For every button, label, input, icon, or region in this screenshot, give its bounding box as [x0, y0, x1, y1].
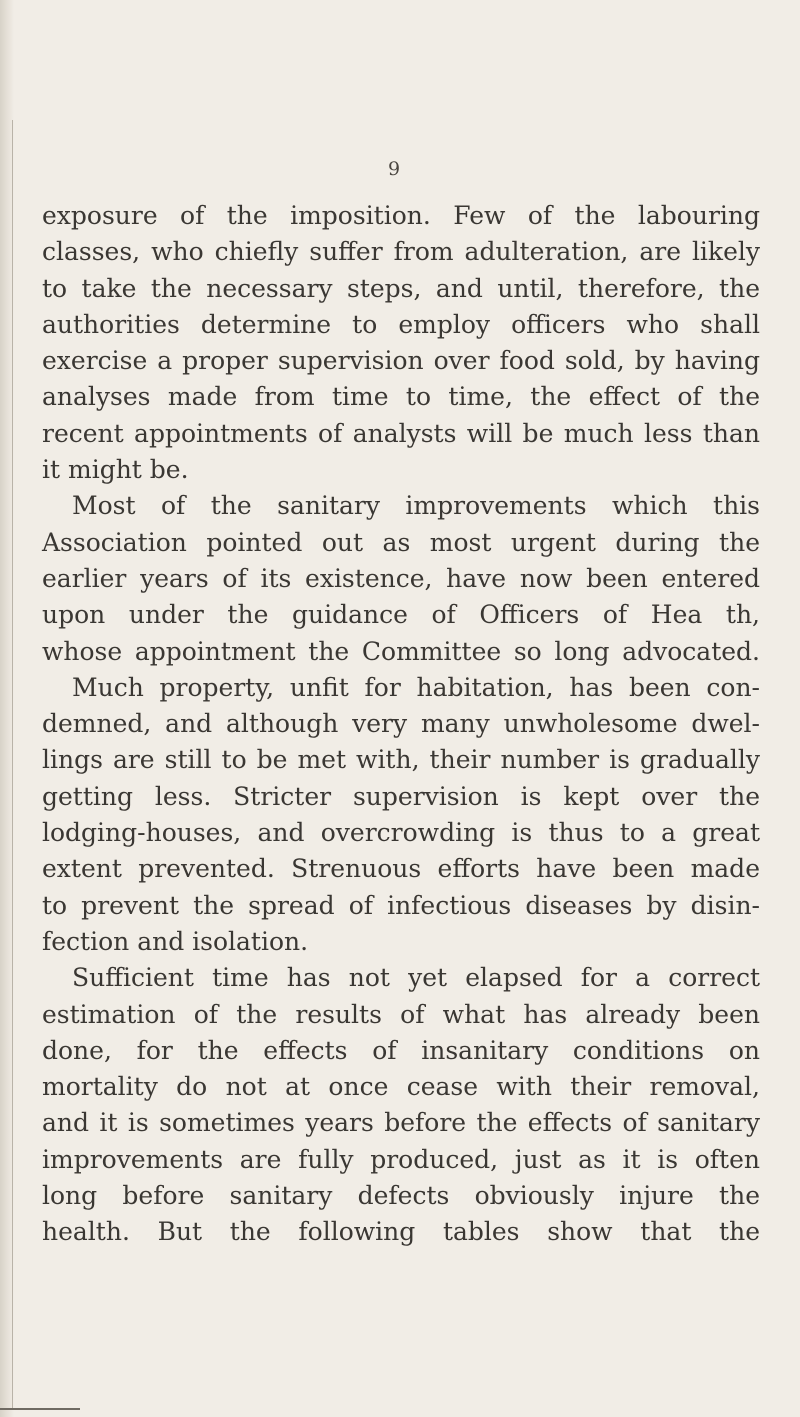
text-line: exposure of the imposition. Few of the labouring — [42, 201, 760, 230]
text-line: to prevent the spread of infectious diseases by disin- — [42, 890, 760, 920]
text-line: earlier years of its existence, have now been entered — [42, 563, 760, 593]
text-line: lodging-houses, and overcrowding is thus to a great — [42, 818, 760, 848]
text-line: and it is sometimes years before the effects of sanitary — [42, 1108, 760, 1138]
text-line: lings are still to be met with, their number is gradually — [42, 745, 760, 775]
text-line: classes, who chiefly suffer from adulteration, are likely — [42, 237, 760, 267]
text-line: to take the necessary steps, and until, therefore, the — [42, 273, 760, 303]
text-line: fection and isolation. — [42, 926, 309, 956]
text-line: improvements are fully produced, just as it is often — [42, 1144, 760, 1174]
text-line: analyses made from time to time, the effect of the — [42, 382, 760, 412]
text-line: done, for the effects of insanitary conditions on — [42, 1035, 760, 1065]
binding-foot-rule — [0, 1408, 80, 1410]
text-line: exercise a proper supervision over food sold, by having — [42, 346, 760, 376]
text-line: demned, and although very many unwholesome dwel- — [42, 709, 760, 739]
text-line: Most of the sanitary improvements which this — [72, 491, 760, 521]
body-text — [42, 198, 760, 1251]
text-line: it might be. — [42, 455, 189, 485]
text-line: recent appointments of analysts will be much less than — [42, 418, 760, 448]
text-line: upon under the guidance of Officers of Hea th, — [42, 600, 760, 630]
text-line: getting less. Stricter supervision is kept over the — [42, 781, 760, 811]
text-line: extent prevented. Strenuous efforts have been made — [42, 854, 760, 884]
text-line: authorities determine to employ officers who shall — [42, 309, 760, 339]
text-line: mortality do not at once cease with their removal, — [42, 1072, 760, 1102]
text-line: Much property, unfit for habitation, has been con- — [72, 672, 760, 702]
text-line: Association pointed out as most urgent during the — [42, 527, 760, 557]
text-line: long before sanitary defects obviously injure the — [42, 1181, 760, 1211]
text-line: health. But the following tables show that the — [42, 1217, 760, 1247]
text-line: Sufficient time has not yet elapsed for a correct — [72, 963, 760, 993]
binding-line — [12, 120, 13, 1410]
page-number: 9 — [388, 158, 401, 180]
text-line: estimation of the results of what has already been — [42, 999, 760, 1029]
text-line: whose appointment the Committee so long advocated. — [42, 636, 760, 666]
